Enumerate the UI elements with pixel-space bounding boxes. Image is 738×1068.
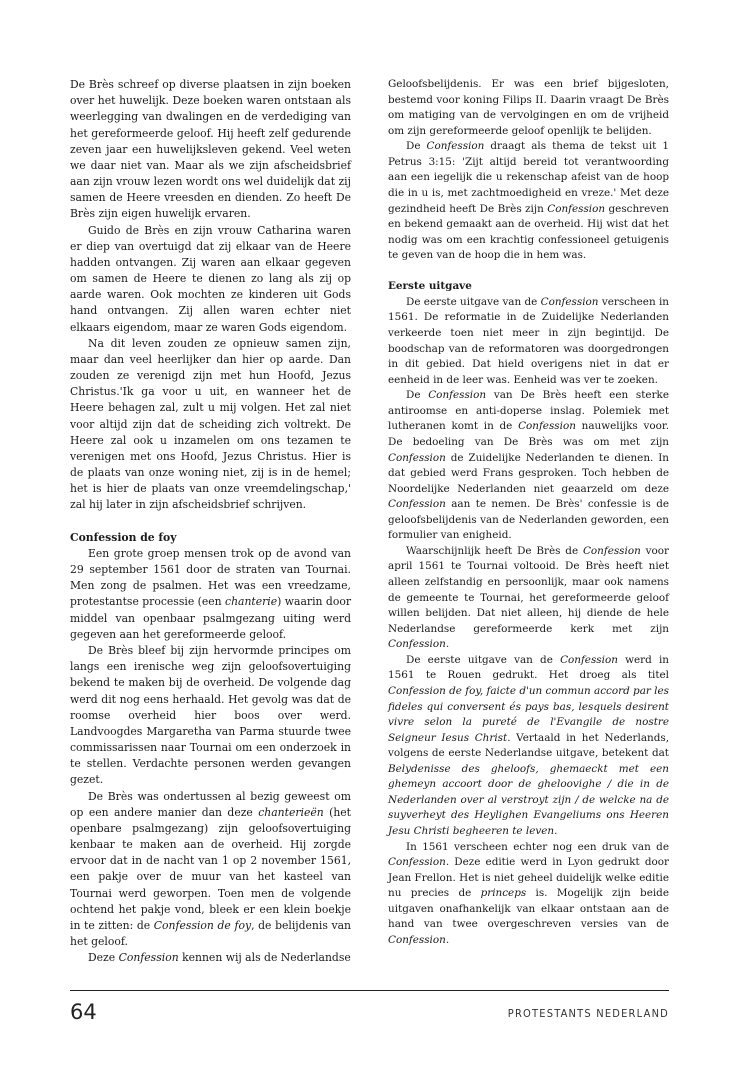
paragraph: Guido de Brès en zijn vrouw Catharina waren er diep van overtuigd dat zij elkaar van de Heere hadden ontvangen. Zij waren aan elkaar gegeven om samen de Heere te dienen zo lang als zij op aarde waren. Ook mochten ze kinderen uit Gods hand ontvangen. Zij allen waren echter niet elkaars eigendom, maar ze waren Gods eigendom. <box>70 223 351 334</box>
right-text-column <box>388 77 669 949</box>
left-text-column <box>70 77 351 966</box>
footer-rule <box>70 990 669 991</box>
page-number: 64 <box>70 1000 97 1024</box>
paragraph: Deze Confession kennen wij als de Nederlandse <box>88 951 351 965</box>
paragraph: In 1561 verscheen echter nog een druk van de Confession. Deze editie werd in Lyon gedrukt door Jean Frellon. Het is niet geheel duidelijk welke editie nu precies de princeps is. Mogelijk zijn beide uitgaven onafhankelijk van elkaar ontstaan aan de hand van twee overgeschreven versies van de Confession. <box>388 840 669 946</box>
running-footer: PROTESTANTS NEDERLAND <box>507 1007 669 1020</box>
section-heading: Eerste uitgave <box>388 280 472 293</box>
paragraph: De eerste uitgave van de Confession verscheen in 1561. De reformatie in de Zuidelijke Nederlanden verkeerde toen niet meer in zijn begintijd. De boodschap van de reformatoren was doorgedrongen in dit gebied. Dat hield overigens niet in dat er eenheid in de leer was. Eenheid was ver te zoeken. <box>388 295 669 386</box>
paragraph: Waarschijnlijk heeft De Brès de Confession voor april 1561 te Tournai voltooid. De Brès heeft niet alleen zelfstandig en persoonlijk, maar ook namens de gemeente te Tournai, het gereformeerde geloof willen belijden. Dat niet alleen, hij diende de hele Nederlandse gereformeerde kerk met zijn Confession. <box>388 544 669 651</box>
paragraph: De eerste uitgave van de Confession werd in 1561 te Rouen gedrukt. Het droeg als titel Confession de foy, faicte d'un commun accord par les fideles qui conversent és pays bas, lesquels desirent vivre selon la pureté de l'Evangile de nostre Seigneur Iesus Christ. Vertaald in het Nederlands, volgens de eerste Nederlandse uitgave, betekent dat Belydenisse des gheloofs, ghemaeckt met een ghemeyn accoort door de gheloovighe / die in de Nederlanden over al verstroyt zijn / de welcke na de suyverheyt des Heylighen Evangeliums ons Heeren Jesu Christi begheeren te leven. <box>388 653 669 837</box>
paragraph: Een grote groep mensen trok op de avond van 29 september 1561 door de straten van Tournai. Men zong de psalmen. Het was een vreedzame, protestantse processie (een chanterie) waarin door middel van openbaar psalmgezang uiting werd gegeven aan het gereformeerde geloof. <box>70 546 351 641</box>
paragraph: De Confession draagt als thema de tekst uit 1 Petrus 3:15: 'Zijt altijd bereid tot verantwoording aan een iegelijk die u rekenschap afeist van de hoop die in u is, met zachtmoedigheid en vreze.' Met deze gezindheid heeft De Brès zijn Confession geschreven en bekend gemaakt aan de overheid. Hij wist dat het nodig was om een krachtig confessioneel getuigenis te geven van de hoop die in hem was. <box>388 140 670 262</box>
section-heading: Confession de foy <box>70 530 177 544</box>
paragraph: Na dit leven zouden ze opnieuw samen zijn, maar dan veel heerlijker dan hier op aarde. Dan zouden ze verenigd zijn met hun Hoofd, Jezus Christus.'Ik ga voor u uit, en wanneer het de Heere behagen zal, zult u mij volgen. Het zal niet voor altijd zijn dat de scheiding zich voltrekt. De Heere zal ook u inzamelen om ons tezamen te verenigen met ons Hoofd, Jezus Christus. Hier is de plaats van onze woning niet, zij is in de hemel; het is hier de plaats van onze vreemdelingschap,' zal hij later in zijn afscheidsbrief schrijven. <box>70 336 351 512</box>
paragraph: De Brès schreef op diverse plaatsen in zijn boeken over het huwelijk. Deze boeken waren ontstaan als weerlegging van dwalingen en de verdediging van het gereformeerde geloof. Hij heeft zelf gedurende zeven jaar een huwelijksleven gekend. Veel weten we daar niet van. Maar als we zijn afscheidsbrief aan zijn vrouw lezen wordt ons wel duidelijk dat zij samen de Heere vreesden en dienden. Zo heeft De Brès zijn eigen huwelijk ervaren. <box>70 78 351 221</box>
paragraph: De Confession van De Brès heeft een sterke antiroomse en anti-doperse inslag. Polemiek met lutheranen komt in de Confession nauwelijks voor. De bedoeling van De Brès was om met zijn Confession de Zuidelijke Nederlanden te dienen. In dat gebied werd Frans gesproken. Toch hebben de Noordelijke Nederlanden niet geaarzeld om deze Confession aan te nemen. De Brès' confessie is de geloofsbelijdenis van de Nederlanden geworden, een formulier van enigheid. <box>388 389 669 542</box>
paragraph: De Brès bleef bij zijn hervormde principes om langs een irenische weg zijn geloofsovertuiging bekend te maken bij de overheid. De volgende dag werd dit nog eens herhaald. Het gevolg was dat de roomse overheid hier boos over werd. Landvoogdes Margaretha van Parma stuurde twee commissarissen naar Tournai om een onderzoek in te stellen. Verdachte personen werden gevangen gezet. <box>70 644 351 787</box>
paragraph: De Brès was ondertussen al bezig geweest om op een andere manier dan deze chanterieën (het openbare psalmgezang) zijn geloofsovertuiging kenbaar te maken aan de overheid. Hij zorgde ervoor dat in de nacht van 1 op 2 november 1561, een pakje over de muur van het kasteel van Tournai werd geworpen. Toen men de volgende ochtend het pakje vond, bleek er een klein boekje in te zitten: de Confession de foy, de belijdenis van het geloof. <box>70 789 352 949</box>
paragraph: Geloofsbelijdenis. Er was een brief bijgesloten, bestemd voor koning Filips II. Daarin vraagt De Brès om matiging van de vervolgingen en om de vrijheid om zijn gereformeerde geloof openlijk te belijden. <box>388 78 669 137</box>
